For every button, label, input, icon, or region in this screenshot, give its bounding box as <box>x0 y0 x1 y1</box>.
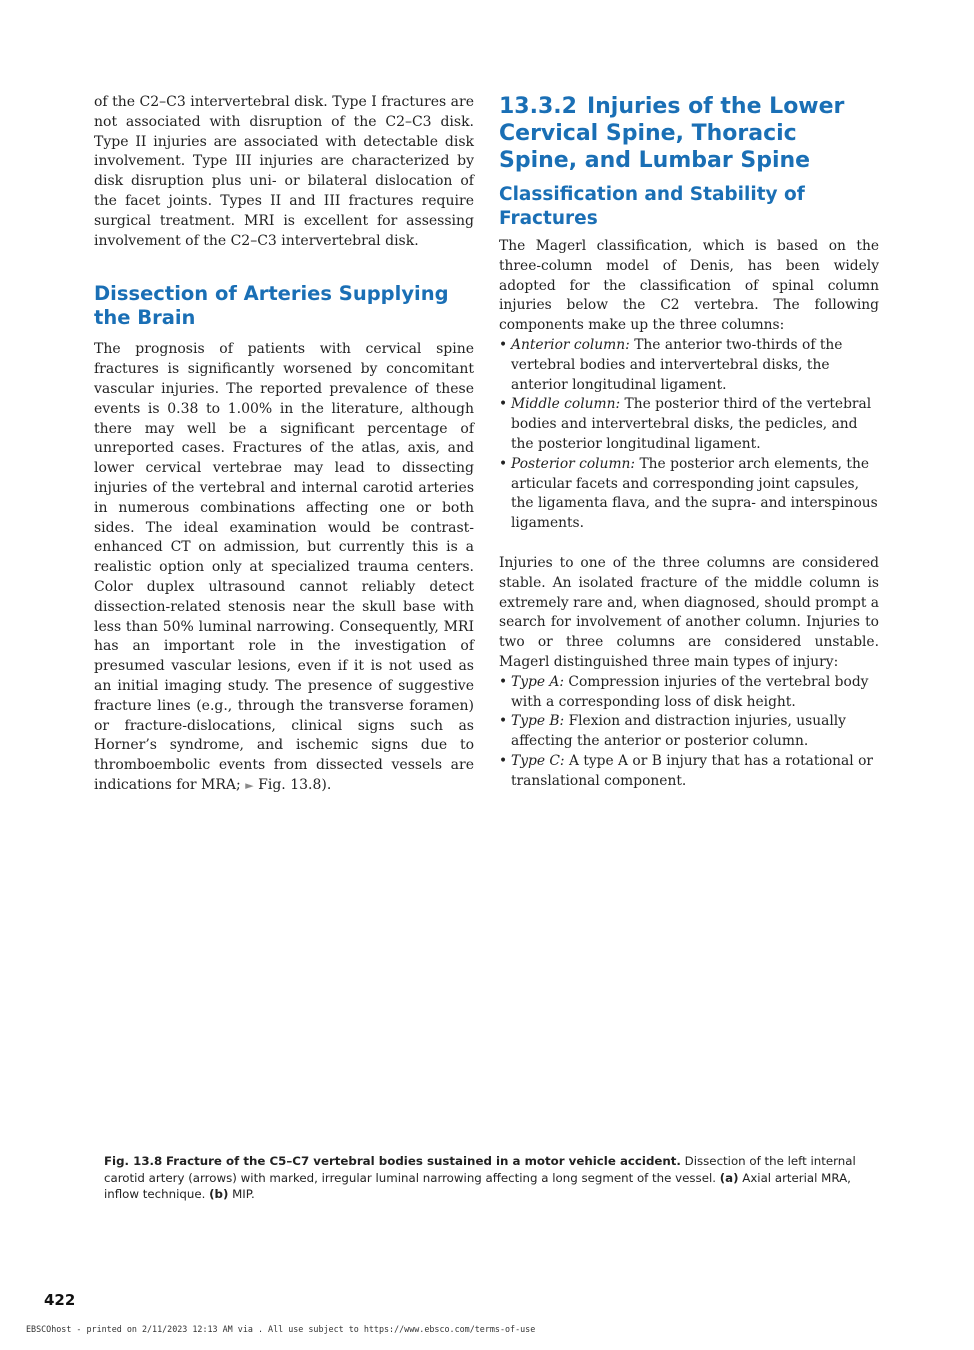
figure-part-b-label: (b) <box>209 1187 229 1201</box>
list-item <box>499 673 879 713</box>
bullet-icon: • <box>499 336 508 353</box>
figure-description: Dissection of the left internal carotid artery (arrows) with marked, irregular luminal narrowing affecting a long segment of the vessel. <box>104 1154 856 1185</box>
list-item-term: Anterior column: <box>511 336 630 353</box>
figure-part-a-text: Axial arterial MRA, inflow technique. <box>104 1170 851 1201</box>
list-item <box>499 712 879 752</box>
list-item-text: The anterior two-thirds of the vertebral bodies and intervertebral disks, the anterior longitudinal ligament. <box>511 336 843 393</box>
figure-label: Fig. 13.8 <box>104 1154 163 1168</box>
chapter-title: Injuries of the Lower Cervical Spine, Thoracic Spine, and Lumbar Spine <box>499 94 845 173</box>
subheading-classification: Classification and Stability of Fractures <box>499 184 805 229</box>
types-list <box>499 673 879 792</box>
figure-part-b-text: MIP. <box>232 1187 255 1201</box>
figure-reference-link[interactable]: Fig. 13.8). <box>258 776 332 793</box>
chapter-number: 13.3.2 <box>499 94 577 119</box>
list-item-term: Type C: <box>511 752 565 769</box>
bullet-icon: • <box>499 455 508 472</box>
section-heading-dissection: Dissection of Arteries Supplying the Brain <box>94 282 449 330</box>
figure-part-a-label: (a) <box>719 1170 739 1185</box>
right-column <box>499 93 879 792</box>
list-item-term: Posterior column: <box>511 455 636 472</box>
list-item-term: Type B: <box>511 713 565 730</box>
bullet-icon: • <box>499 396 508 413</box>
dissection-paragraph <box>94 340 474 795</box>
columns-list <box>499 336 879 534</box>
list-item-term: Type A: <box>511 673 564 690</box>
list-item <box>499 336 879 395</box>
print-footer: EBSCOhost - printed on 2/11/2023 12:13 AM via . All use subject to https://www.ebsco.com/terms-of-use <box>26 1324 536 1334</box>
left-column <box>94 93 474 796</box>
bullet-icon: • <box>499 752 508 769</box>
bullet-icon: • <box>499 673 508 690</box>
figure-title: Fracture of the C5–C7 vertebral bodies sustained in a motor vehicle accident. <box>166 1154 681 1168</box>
list-item-text: The posterior third of the vertebral bodies and intervertebral disks, the pedicles, and the posterior longitudinal ligament. <box>511 396 872 452</box>
list-item-text: A type A or B injury that has a rotational or translational component. <box>511 752 873 789</box>
intro-paragraph: of the C2–C3 intervertebral disk. Type I fractures are not associated with disruption of the C2–C3 disk. Type II injuries are associated with detectable disk involvement. Type III injuries are characterized by disk disruption plus uni- or bilateral dislocation of the facet joints. Types II and III fractures require surgical treatment. MRI is excellent for assessing involvement of the C2–C3 intervertebral disk. <box>94 94 474 249</box>
list-item <box>499 455 879 534</box>
list-item-text: Flexion and distraction injuries, usually affecting the anterior or posterior column. <box>511 713 846 750</box>
list-item-text: The posterior arch elements, the articular facets and corresponding joint capsules, the ligamenta flava, and the supra- and interspinous ligaments. <box>511 455 878 532</box>
chapter-heading <box>499 93 879 174</box>
dissection-paragraph-text: The prognosis of patients with cervical spine fractures is significantly worsened by concomitant vascular injuries. The reported prevalence of these events is 0.38 to 1.00% in the literature, although there may well be a significant percentage of unreported cases. Fractures of the atlas, axis, and lower cervical vertebrae may lead to dissecting injuries of the vertebral and internal carotid arteries in numerous combinations affecting one or both sides. The ideal examination would be contrast-enhanced CT on admission, but currently this is a realistic option only at specialized trauma centers. Color duplex ultrasound cannot reliably detect dissection-related stenosis near the skull base with less than 50% luminal narrowing. Consequently, MRI has an important role in the investigation of presumed vascular lesions, even if it is not used as an initial imaging study. The presence of suggestive fracture lines (e.g., through the transverse foramen) or fracture-dislocations, clinical signs such as Horner’s syndrome, and ischemic signs due to thromboembolic events from dissected vessels are indications for MRA; <box>94 341 474 793</box>
figure-caption <box>104 1153 874 1203</box>
list-item <box>499 395 879 454</box>
list-item <box>499 752 879 792</box>
list-item-term: Middle column: <box>511 396 621 413</box>
stability-paragraph: Injuries to one of the three columns are considered stable. An isolated fracture of the middle column is extremely rare and, when diagnosed, should prompt a search for involvement of another column. Injuries to two or three columns are considered unstable. Magerl distinguished three main types of injury: <box>499 554 879 670</box>
cross-reference-arrow-icon: ► <box>245 778 254 792</box>
bullet-icon: • <box>499 713 508 730</box>
classification-paragraph: The Magerl classification, which is based on the three-column model of Denis, has been widely adopted for the classification of spinal column injuries below the C2 vertebra. The following components make up the three columns: <box>499 238 879 334</box>
list-item-text: Compression injuries of the vertebral body with a corresponding loss of disk height. <box>511 673 869 710</box>
page-number: 422 <box>44 1291 76 1309</box>
